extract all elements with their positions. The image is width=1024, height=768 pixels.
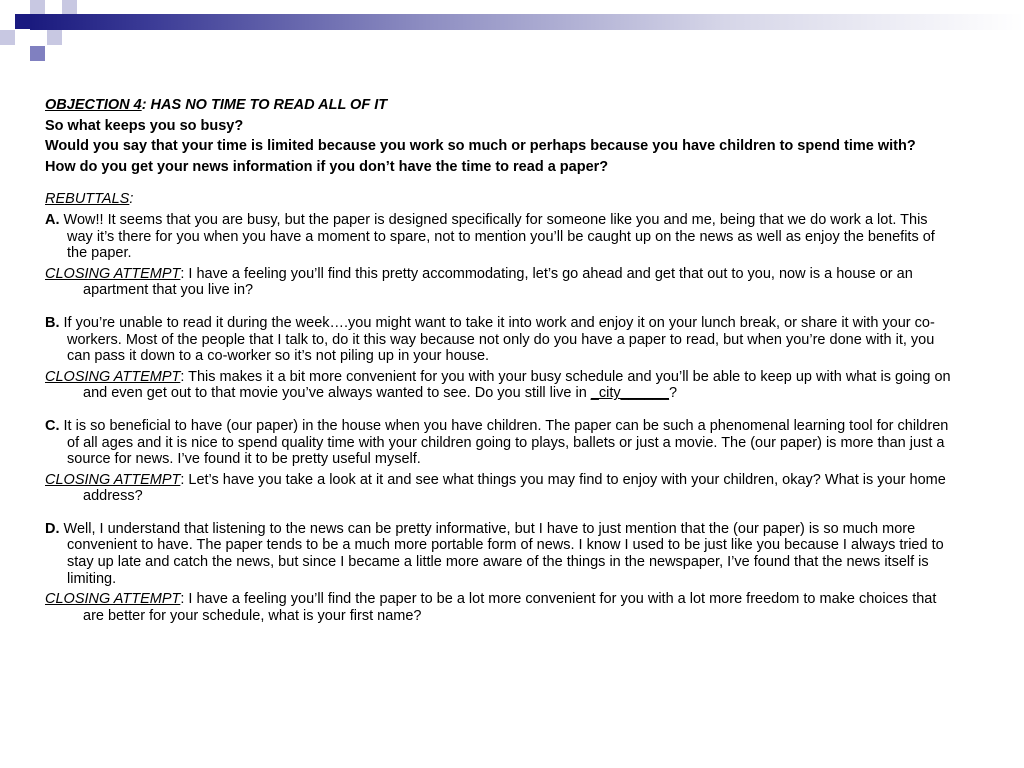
closing-label: CLOSING ATTEMPT xyxy=(45,591,181,608)
slide-content xyxy=(45,97,955,628)
closing-attempt-c xyxy=(45,472,955,505)
header-gradient-bar xyxy=(30,14,1024,30)
rebuttal-text: Wow!! It seems that you are busy, but the paper is designed specifically for someone like you and me, being that we do work a lot. This way it’s there for you when you have a moment to spare, not to mention you’ll be caught up on the news as well as enjoy the benefits of the paper. xyxy=(59,211,935,262)
rebuttal-text: Well, I understand that listening to the news can be pretty informative, but I have to just mention that the (our paper) is so much more convenient to have. The paper tends to be a much more portable form of news. I know I used to be just like you because I always tried to stay up late and catch the news, but since I became a little more aware of the things in the newspaper, I’ve found that the news itself is limiting. xyxy=(59,520,944,587)
rebuttal-a xyxy=(45,212,955,262)
closing-text: : I have a feeling you’ll find the paper to be a lot more convenient for you with a lot more freedom to make choices that are better for your schedule, what is your first name? xyxy=(83,591,937,624)
header-square xyxy=(0,30,15,45)
objection-title: : HAS NO TIME TO READ ALL OF IT xyxy=(141,97,388,113)
header-square xyxy=(47,30,62,45)
objection-heading xyxy=(45,97,955,114)
header-square xyxy=(15,14,30,29)
closing-label: CLOSING ATTEMPT xyxy=(45,368,181,385)
closing-label: CLOSING ATTEMPT xyxy=(45,471,181,488)
rebuttal-c xyxy=(45,418,955,468)
question: How do you get your news information if you don’t have the time to read a paper? xyxy=(45,158,609,175)
header-square xyxy=(30,46,45,61)
rebuttals-label: REBUTTALS xyxy=(45,191,130,208)
city-blank: _city______ xyxy=(590,385,669,402)
rebuttal-letter: D. xyxy=(45,520,60,537)
rebuttal-letter: A. xyxy=(45,211,60,228)
closing-text: : Let’s have you take a look at it and see what things you may find to enjoy with your children, okay? What is your home address? xyxy=(83,471,946,505)
rebuttal-letter: B. xyxy=(45,314,60,331)
closing-attempt-d xyxy=(45,591,955,624)
rebuttal-text: It is so beneficial to have (our paper) in the house when you have children. The paper can be such a phenomenal learning tool for children of all ages and it is nice to spend quality time with your children going to plays, ballets or just a movie. The (our paper) is more than just a source for news. I’ve found it to be pretty useful myself. xyxy=(59,417,949,468)
header-square xyxy=(30,0,45,15)
rebuttal-d xyxy=(45,521,955,587)
question: Would you say that your time is limited because you work so much or perhaps because you have children to spend time with? xyxy=(45,138,916,155)
rebuttals-heading: REBUTTALS: xyxy=(45,191,134,208)
rebuttal-b xyxy=(45,315,955,365)
closing-text: : I have a feeling you’ll find this pretty accommodating, let’s go ahead and get that out to you, now is a house or an apartment that you live in? xyxy=(83,265,913,299)
question: So what keeps you so busy? xyxy=(45,117,244,134)
closing-attempt-a xyxy=(45,266,955,299)
header-square xyxy=(62,0,77,15)
closing-attempt-b: CLOSING ATTEMPT: This makes it a bit more convenient for you with your busy schedule and you’ll be able to keep up with what is going on and even get out to that movie you’ve always wanted to see. Do you still live in _city______? xyxy=(45,368,951,402)
rebuttal-letter: C. xyxy=(45,417,60,434)
closing-label: CLOSING ATTEMPT xyxy=(45,265,181,282)
rebuttal-text: If you’re unable to read it during the week….you might want to take it into work and enjoy it on your lunch break, or share it with your co-workers. Most of the people that I talk to, do it this way because not only do you have a paper to read, but when you’re done with it, you can pass it down to a co-worker so it’s not piling up in your house. xyxy=(59,314,935,365)
objection-label: OBJECTION 4 xyxy=(45,97,142,113)
closing-text: : This makes it a bit more convenient for you with your busy schedule and you’ll be able to keep up with what is going on and even get out to that movie you’ve always wanted to see. Do you still live in xyxy=(83,368,951,402)
